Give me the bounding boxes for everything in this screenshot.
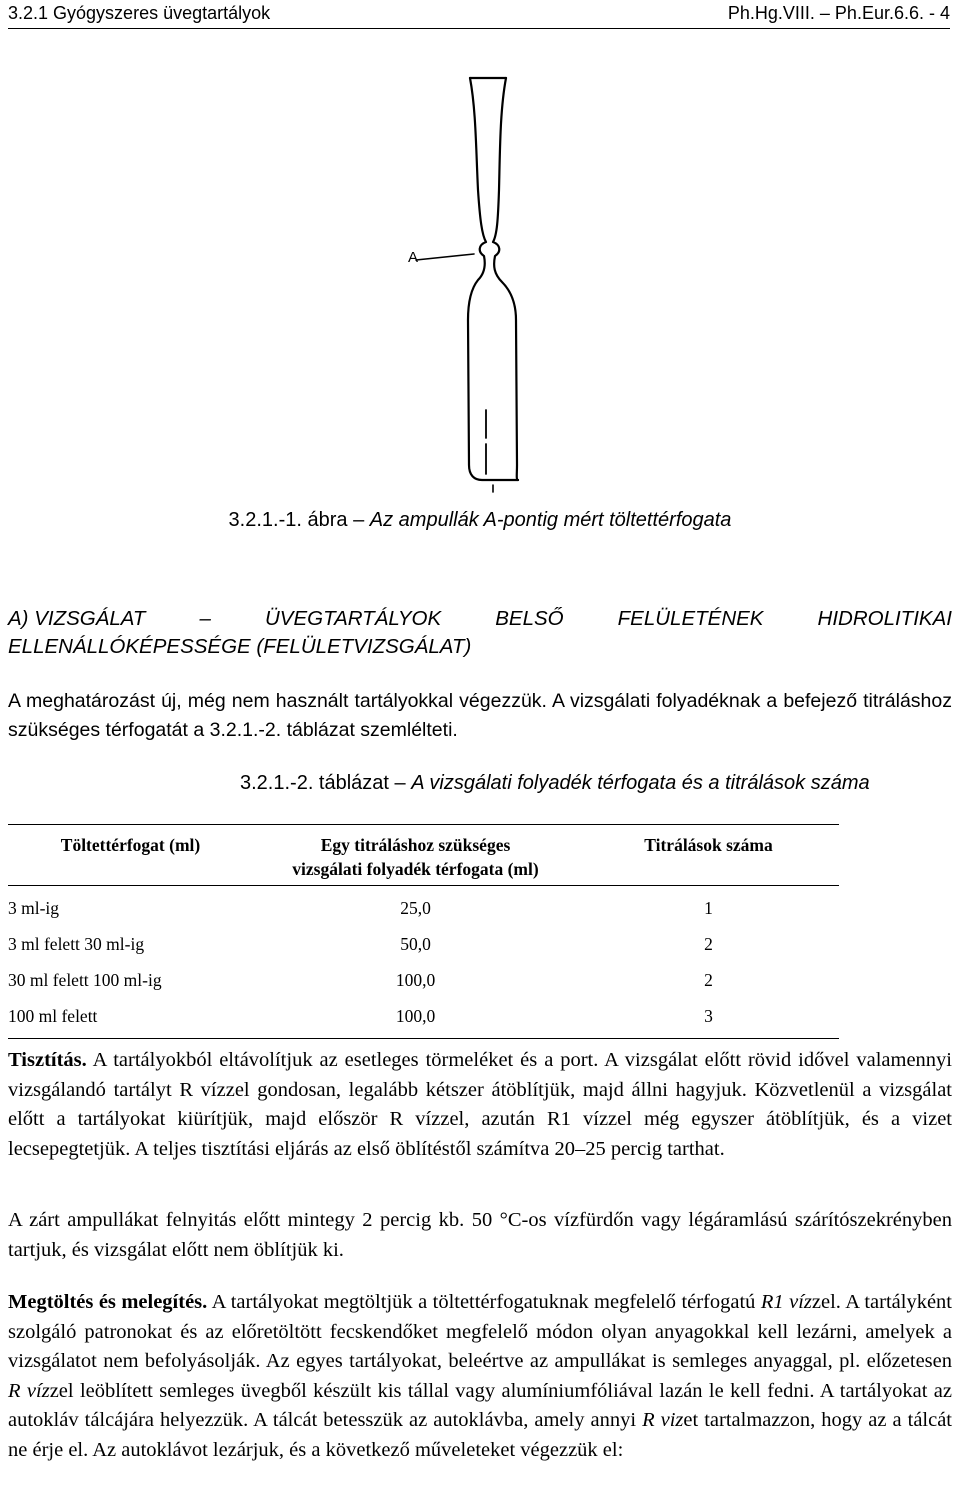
volume-table bbox=[8, 824, 839, 1039]
filling-text: zel leöblített semleges üvegből készült kis tállal vagy alumíniumfóliával lazán le kell fedni. A tartályokat az autokláv tálcájára helyezzük. A tálcát betesszük az autoklávba, amely annyi bbox=[8, 1379, 952, 1431]
page-header bbox=[8, 2, 950, 29]
cell-count: 2 bbox=[704, 970, 713, 990]
filling-heading: Megtöltés és melegítés. bbox=[8, 1291, 208, 1313]
section-title-word: FELÜLETÉNEK bbox=[617, 607, 764, 630]
table-caption-text: A vizsgálati folyadék térfogata és a titrálások száma bbox=[411, 772, 870, 794]
cleaning-heading: Tisztítás. bbox=[8, 1049, 87, 1071]
table-header-row bbox=[8, 825, 839, 886]
cleaning-paragraph bbox=[8, 1046, 952, 1164]
section-title-word: BELSŐ bbox=[495, 607, 564, 630]
cell-liquid: 100,0 bbox=[395, 970, 436, 990]
section-title-word: A) VIZSGÁLAT bbox=[8, 607, 146, 630]
cell-volume: 100 ml felett bbox=[8, 1006, 98, 1026]
table-caption bbox=[240, 772, 870, 795]
cell-liquid: 100,0 bbox=[395, 1006, 436, 1026]
section-title-word: – bbox=[199, 607, 211, 630]
header-fill-volume: Töltettérfogat (ml) bbox=[60, 835, 201, 855]
section-title-word: HIDROLITIKAI bbox=[817, 607, 952, 630]
cell-count: 3 bbox=[704, 1006, 713, 1026]
cell-count: 1 bbox=[704, 898, 713, 918]
filling-text: zel. A tartályként szolgáló patronokat és az előretöltött fecskendőket megfelelő módon olyan anyagokkal kell lezárni, amelyek a vizsgálatot nem befolyásolják. Az egyes tartályokat, beleértve az ampullákat is semleges anyaggal, pl. előzetesen bbox=[8, 1291, 952, 1372]
header-titration-count: Titrálások száma bbox=[644, 835, 773, 855]
table-body bbox=[8, 890, 839, 1038]
reagent-r-water: R viz bbox=[642, 1409, 684, 1431]
figure-point-label: A bbox=[408, 249, 419, 266]
table-row bbox=[8, 890, 839, 926]
reagent-r1-water: R1 víz bbox=[760, 1291, 812, 1313]
cell-liquid: 25,0 bbox=[400, 898, 431, 918]
table-row bbox=[8, 962, 839, 998]
header-liquid-volume-line2: vizsgálati folyadék térfogata (ml) bbox=[292, 859, 539, 879]
reagent-r-water: R víz bbox=[8, 1379, 50, 1402]
header-liquid-volume bbox=[253, 825, 578, 885]
figure-caption-text: Az ampullák A-pontig mért töltettérfogata bbox=[369, 509, 732, 531]
intro-paragraph: A meghatározást új, még nem használt tartályokkal végezzük. A vizsgálati folyadéknak a befejező titráláshoz szükséges térfogatát a 3.2.1.-2. táblázat szemlélteti. bbox=[8, 690, 952, 741]
figure-caption-dash: – bbox=[347, 509, 370, 531]
filling-text: A tartályokat megtöltjük a töltettérfogatuknak megfelelő térfogatú bbox=[207, 1291, 761, 1313]
table-row bbox=[8, 998, 839, 1034]
filling-text: et tartalmazzon, hogy az a tálcát ne érje el. Az autoklávot lezárjuk, és a következő műveleteket végezzük el: bbox=[8, 1409, 953, 1461]
cell-volume: 30 ml felett 100 ml-ig bbox=[8, 970, 162, 990]
cell-count: 2 bbox=[704, 934, 713, 954]
header-section-title: 3.2.1 Gyógyszeres üvegtartályok bbox=[8, 3, 271, 23]
table-caption-number: 3.2.1.-2. táblázat bbox=[240, 772, 389, 794]
cleaning-text: A tartályokból eltávolítjuk az esetleges törmeléket és a port. A vizsgálat előtt rövid idővel valamennyi vizsgálandó tartályt R vízzel gondosan, legalább kétszer átöblítjük, majd állni hagyjuk. Közvetlenül a vizsgálat előtt a tartályokat kiürítjük, majd először R vízzel, azután R1 vízzel még egyszer átöblítjük, és a vizet lecsepegtetjük. A teljes tisztítási eljárás az első öblítéstől számítva 20–25 percig tarthat. bbox=[8, 1049, 952, 1160]
figure-caption bbox=[0, 509, 960, 532]
section-title-line2: ELLENÁLLÓKÉPESSÉGE (FELÜLETVIZSGÁLAT) bbox=[8, 635, 472, 658]
header-liquid-volume-line1: Egy titráláshoz szükséges bbox=[320, 835, 511, 855]
section-title bbox=[8, 605, 952, 661]
ampoule-figure bbox=[390, 70, 540, 500]
cell-volume: 3 ml-ig bbox=[8, 898, 60, 918]
table-caption-dash: – bbox=[388, 772, 412, 794]
ampoule-drawing bbox=[390, 70, 540, 500]
section-title-word: ÜVEGTARTÁLYOK bbox=[264, 607, 442, 630]
cell-volume: 3 ml felett 30 ml-ig bbox=[8, 934, 145, 954]
figure-caption-number: 3.2.1.-1. ábra bbox=[228, 509, 348, 531]
table-row bbox=[8, 926, 839, 962]
header-reference: Ph.Hg.VIII. – Ph.Eur.6.6. - 4 bbox=[727, 3, 950, 23]
closed-ampoules-paragraph: A zárt ampullákat felnyitás előtt mintegy 2 percig kb. 50 °C-os vízfürdőn vagy légáramlású szárítószekrényben tartjuk, és vizsgálat előtt nem öblítjük ki. bbox=[8, 1209, 952, 1261]
cell-liquid: 50,0 bbox=[400, 934, 431, 954]
filling-paragraph bbox=[8, 1288, 952, 1465]
